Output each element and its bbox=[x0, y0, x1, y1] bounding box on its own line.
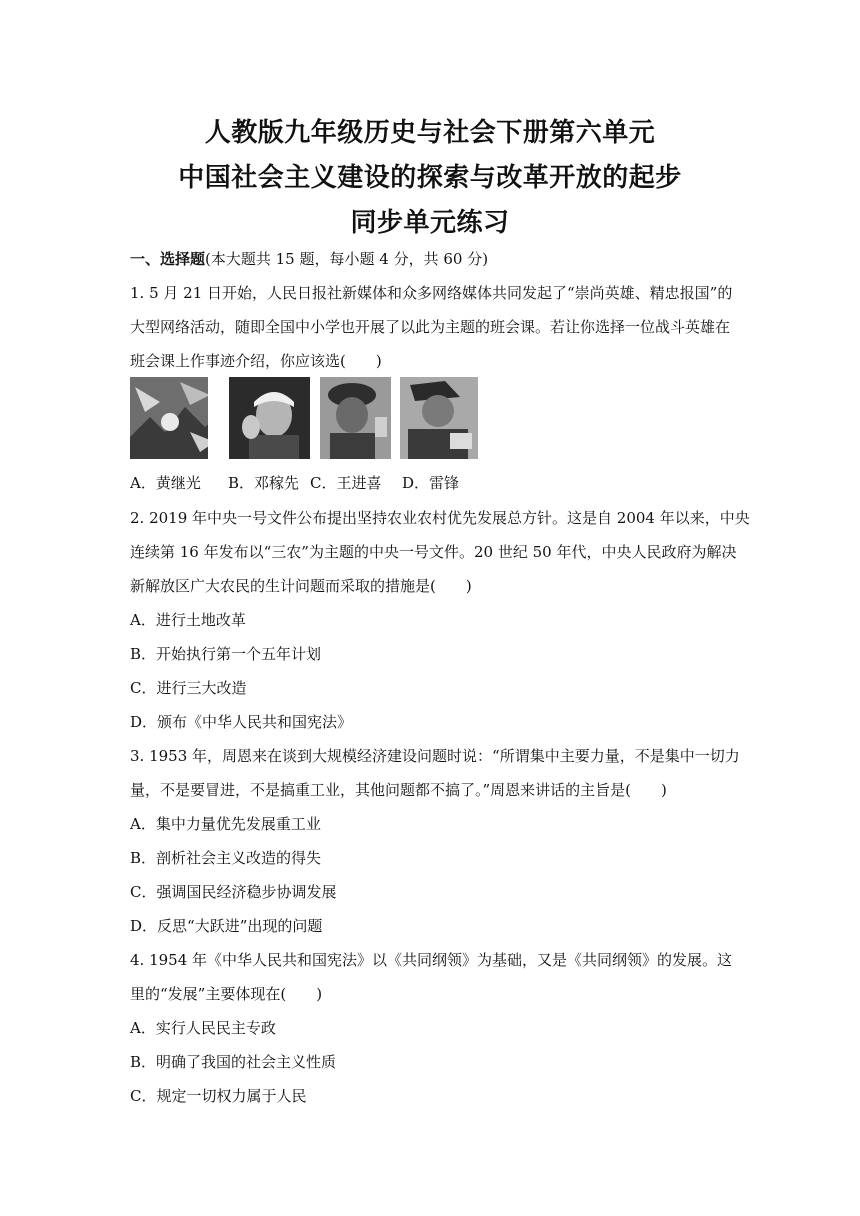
photo-battlefield bbox=[130, 377, 208, 459]
q4-line-2: 里的“发展”主要体现在( ) bbox=[130, 985, 323, 1003]
title-line-1: 人教版九年级历史与社会下册第六单元 bbox=[204, 118, 656, 148]
q1-option-a[interactable]: A．黄继光 bbox=[130, 474, 201, 492]
q2-line-3: 新解放区广大农民的生计问题而采取的措施是( ) bbox=[130, 577, 472, 595]
q3-option-a[interactable]: A．集中力量优先发展重工业 bbox=[130, 815, 321, 833]
q2-line-1: 2. 2019 年中央一号文件公布提出坚持农业农村优先发展总方针。这是自 2004 年以来，中央 bbox=[130, 509, 750, 527]
q1-option-c[interactable]: C．王进喜 bbox=[310, 474, 382, 492]
q1-options bbox=[130, 472, 735, 493]
photo-scientist bbox=[229, 377, 310, 459]
q3-option-b[interactable]: B．剖析社会主义改造的得失 bbox=[130, 849, 322, 867]
q4-option-b[interactable]: B．明确了我国的社会主义性质 bbox=[130, 1053, 337, 1071]
q1-line-3: 班会课上作事迹介绍，你应该选( ) bbox=[130, 352, 382, 370]
q1-line-1: 1. 5 月 21 日开始，人民日报社新媒体和众多网络媒体共同发起了“崇尚英雄、精忠报国”的 bbox=[130, 284, 733, 302]
q1-option-b[interactable]: B．邓稼先 bbox=[228, 474, 300, 492]
q3-option-c[interactable]: C．强调国民经济稳步协调发展 bbox=[130, 883, 337, 901]
title-line-2: 中国社会主义建设的探索与改革开放的起步 bbox=[178, 163, 682, 193]
q4-option-c[interactable]: C．规定一切权力属于人民 bbox=[130, 1087, 307, 1105]
q3-option-d[interactable]: D．反思“大跃进”出现的问题 bbox=[130, 917, 323, 935]
q2-line-2: 连续第 16 年发布以“三农”为主题的中央一号文件。20 世纪 50 年代，中央人民政府为解决 bbox=[130, 543, 737, 561]
q2-option-c[interactable]: C．进行三大改造 bbox=[130, 679, 247, 697]
q1-photo-strip bbox=[130, 377, 490, 459]
q1-line-2: 大型网络活动，随即全国中小学也开展了以此为主题的班会课。若让你选择一位战斗英雄在 bbox=[130, 318, 731, 336]
q1-option-d[interactable]: D．雷锋 bbox=[402, 474, 460, 492]
photo-oil-worker bbox=[320, 377, 391, 459]
q2-option-b[interactable]: B．开始执行第一个五年计划 bbox=[130, 645, 322, 663]
q3-line-1: 3. 1953 年，周恩来在谈到大规模经济建设问题时说：“所谓集中主要力量，不是集中一切力 bbox=[130, 747, 740, 765]
section-note: (本大题共 15 题，每小题 4 分，共 60 分) bbox=[205, 250, 489, 268]
title-line-3: 同步单元练习 bbox=[350, 208, 510, 238]
q2-option-a[interactable]: A．进行土地改革 bbox=[130, 611, 246, 629]
photo-lei-feng bbox=[400, 377, 478, 459]
q4-option-a[interactable]: A．实行人民民主专政 bbox=[130, 1019, 276, 1037]
q2-option-d[interactable]: D．颁布《中华人民共和国宪法》 bbox=[130, 713, 353, 731]
q3-line-2: 量，不是要冒进，不是搞重工业，其他问题都不搞了。”周恩来讲话的主旨是( ) bbox=[130, 781, 667, 799]
q4-line-1: 4. 1954 年《中华人民共和国宪法》以《共同纲领》为基础，又是《共同纲领》的发展。这 bbox=[130, 951, 733, 969]
section-heading bbox=[130, 248, 735, 269]
section-title: 一、选择题 bbox=[130, 250, 206, 268]
